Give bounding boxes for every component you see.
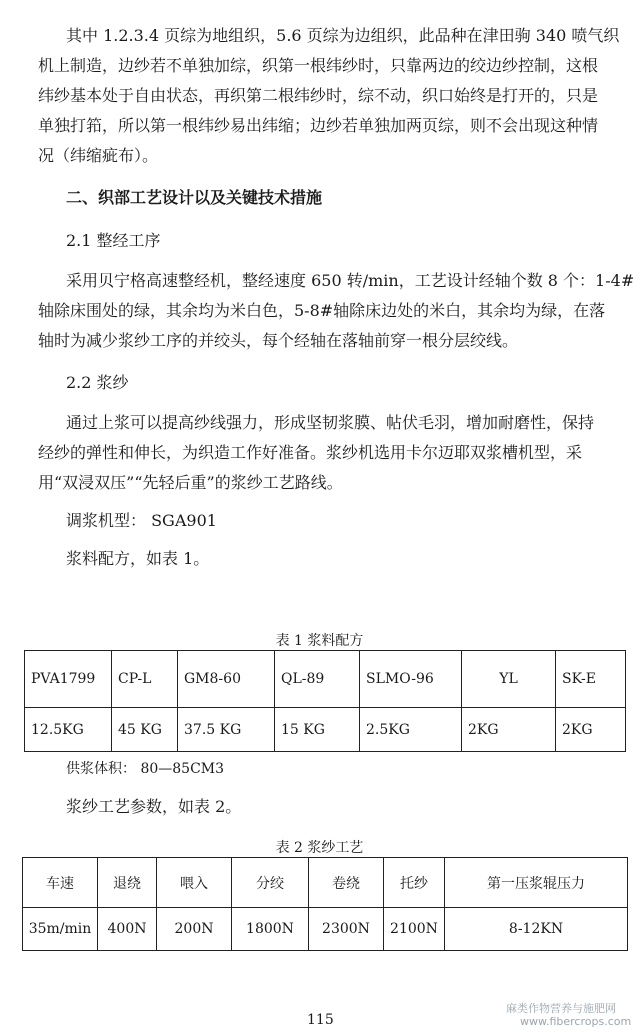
table-cell: 2KG	[462, 708, 556, 752]
table-cell: 车速	[23, 858, 98, 908]
table-cell: YL	[462, 651, 556, 708]
table-cell: 8-12KN	[445, 908, 628, 951]
table-cell: CP-L	[112, 651, 178, 708]
table-cell: SK-E	[556, 651, 626, 708]
paragraph-line: 轴除床围处的绿，其余均为米白色，5-8#轴除床边处的米白，其余均为绿，在落	[38, 301, 606, 320]
paragraph-line: 经纱的弹性和伸长，为织造工作好准备。浆纱机选用卡尔迈耶双浆槽机型，采	[38, 443, 583, 462]
paragraph-line: 单独打筘，所以第一根纬纱易出纬缩；边纱若单独加两页综，则不会出现这种情	[38, 116, 599, 135]
paragraph-line: 采用贝宁格高速整经机，整经速度 650 转/min，工艺设计经轴个数 8 个：1-4#	[66, 271, 635, 290]
table-cell: 1800N	[232, 908, 309, 951]
table-row	[23, 908, 628, 951]
paragraph-line: 况（纬缩疵布）。	[38, 146, 159, 165]
paragraph-line: 纬纱基本处于自由状态，再织第二根纬纱时，综不动，织口始终是打开的，只是	[38, 86, 599, 105]
table-cell: 退绕	[98, 858, 157, 908]
table-cell: 分绞	[232, 858, 309, 908]
table-row	[25, 651, 626, 708]
table-cell: 托纱	[384, 858, 445, 908]
section-heading: 二、织部工艺设计以及关键技术措施	[66, 188, 323, 207]
table-cell: 2.5KG	[360, 708, 462, 752]
watermark-line: www.fibercrops.com	[520, 1015, 632, 1028]
subsection-heading-warping: 2.1 整经工序	[66, 231, 161, 250]
table-cell: 喂入	[157, 858, 232, 908]
table1	[24, 650, 626, 752]
table-cell: 35m/min	[23, 908, 98, 951]
paragraph-line: 轴时为减少浆纱工序的并绞头，每个经轴在落轴前穿一根分层绞线。	[38, 331, 519, 350]
table1-caption: 表 1 浆料配方	[275, 633, 364, 649]
table-cell: 2KG	[556, 708, 626, 752]
machine-type-line: 调浆机型： SGA901	[66, 511, 217, 530]
table-cell: GM8-60	[178, 651, 275, 708]
params-intro: 浆纱工艺参数，如表 2。	[66, 797, 242, 816]
table-cell: 45 KG	[112, 708, 178, 752]
table-row	[23, 858, 628, 908]
paragraph-line: 通过上浆可以提高纱线强力，形成坚韧浆膜、帖伏毛羽，增加耐磨性，保持	[66, 413, 595, 432]
paragraph-line: 用“双浸双压”“先轻后重”的浆纱工艺路线。	[38, 473, 343, 492]
table-cell: 卷绕	[309, 858, 384, 908]
table-cell: 第一压浆辊压力	[445, 858, 628, 908]
table-cell: 37.5 KG	[178, 708, 275, 752]
subsection-heading-sizing: 2.2 浆纱	[66, 373, 129, 392]
paragraph-line: 其中 1.2.3.4 页综为地组织，5.6 页综为边组织，此品种在津田驹 340 喷气织	[66, 26, 620, 45]
watermark-line: 麻类作物营养与施肥网	[506, 1002, 616, 1015]
table-cell: 2100N	[384, 908, 445, 951]
table-cell: SLMO-96	[360, 651, 462, 708]
table-cell: QL-89	[275, 651, 360, 708]
supply-volume: 供浆体积： 80—85CM3	[66, 761, 225, 777]
table2-caption: 表 2 浆纱工艺	[275, 840, 364, 856]
table-cell: PVA1799	[25, 651, 112, 708]
table2	[22, 857, 628, 951]
table-cell: 2300N	[309, 908, 384, 951]
formula-intro: 浆料配方，如表 1。	[66, 549, 210, 568]
paragraph-line: 机上制造，边纱若不单独加综，织第一根纬纱时，只靠两边的绞边纱控制，这根	[38, 56, 599, 75]
page-number: 115	[307, 1012, 334, 1028]
table-cell: 200N	[157, 908, 232, 951]
table-row	[25, 708, 626, 752]
table-cell: 15 KG	[275, 708, 360, 752]
table-cell: 400N	[98, 908, 157, 951]
table-cell: 12.5KG	[25, 708, 112, 752]
